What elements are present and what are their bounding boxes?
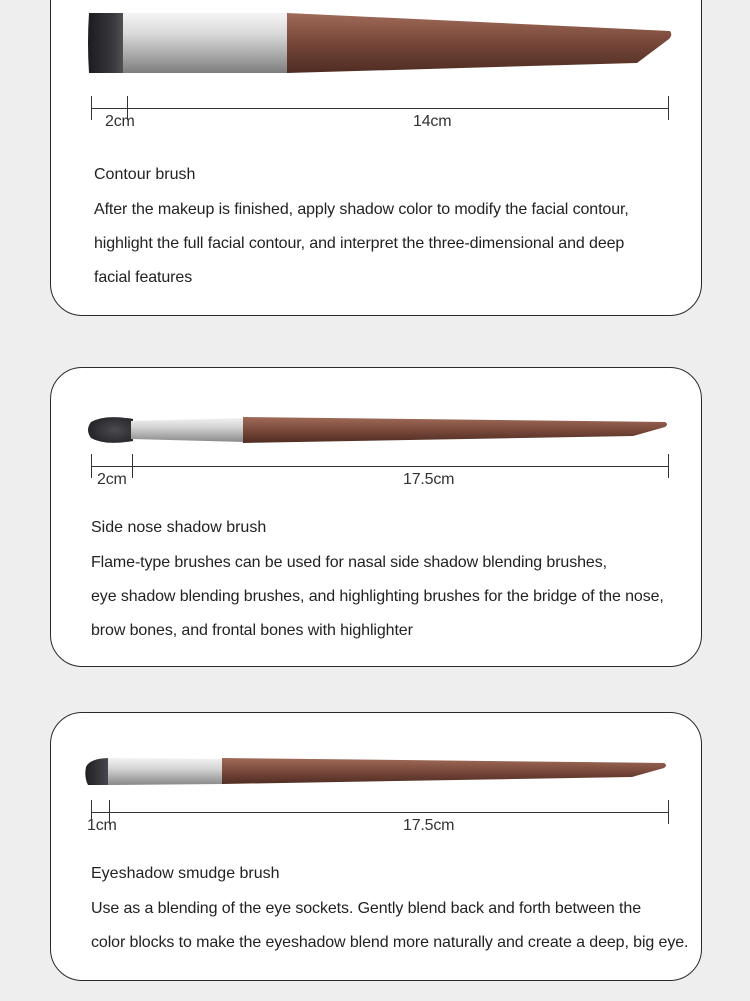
- contour-brush-image: [85, 9, 675, 75]
- head-length-label: 2cm: [97, 471, 127, 488]
- brush-handle: [243, 417, 667, 443]
- length-measure: [91, 453, 669, 487]
- brush-card-contour: [50, 0, 702, 316]
- brush-bristles: [88, 417, 133, 443]
- length-measure: [87, 799, 669, 834]
- brush-title: Eyeshadow smudge brush: [91, 865, 280, 882]
- brush-title: Contour brush: [94, 166, 196, 183]
- total-length-label: 14cm: [413, 113, 452, 130]
- brush-description: Flame-type brushes can be used for nasal side shadow blending brushes, eye shadow blending brushes, and highlighting brushes for the bridge of the nose, brow bones, and frontal bones with highlighter: [91, 554, 664, 639]
- brush-ferrule: [123, 13, 289, 73]
- side-nose-shadow-brush-image: [85, 412, 670, 448]
- brush-title: Side nose shadow brush: [91, 519, 267, 536]
- brush-card-side-nose-shadow: [50, 367, 702, 667]
- brush-ferrule: [131, 418, 245, 442]
- head-length-label: 2cm: [105, 113, 135, 130]
- total-length-label: 17.5cm: [403, 471, 455, 488]
- brush-handle: [287, 13, 671, 73]
- head-length-label: 1cm: [87, 817, 117, 834]
- eyeshadow-smudge-brush-image: [84, 755, 669, 789]
- brush-description: Use as a blending of the eye sockets. Gently blend back and forth between the color blocks to make the eyeshadow blend more naturally and create a deep, big eye.: [91, 900, 689, 951]
- length-measure: [91, 95, 669, 129]
- brush-bristles: [85, 758, 110, 785]
- brush-description: After the makeup is finished, apply shadow color to modify the facial contour, highlight the full facial contour, and interpret the three-dimensional and deep facial features: [94, 201, 629, 286]
- brush-card-eyeshadow-smudge: [50, 712, 702, 981]
- brush-handle: [222, 758, 666, 784]
- brush-bristles: [88, 13, 125, 73]
- brush-ferrule: [108, 758, 224, 785]
- total-length-label: 17.5cm: [403, 817, 455, 834]
